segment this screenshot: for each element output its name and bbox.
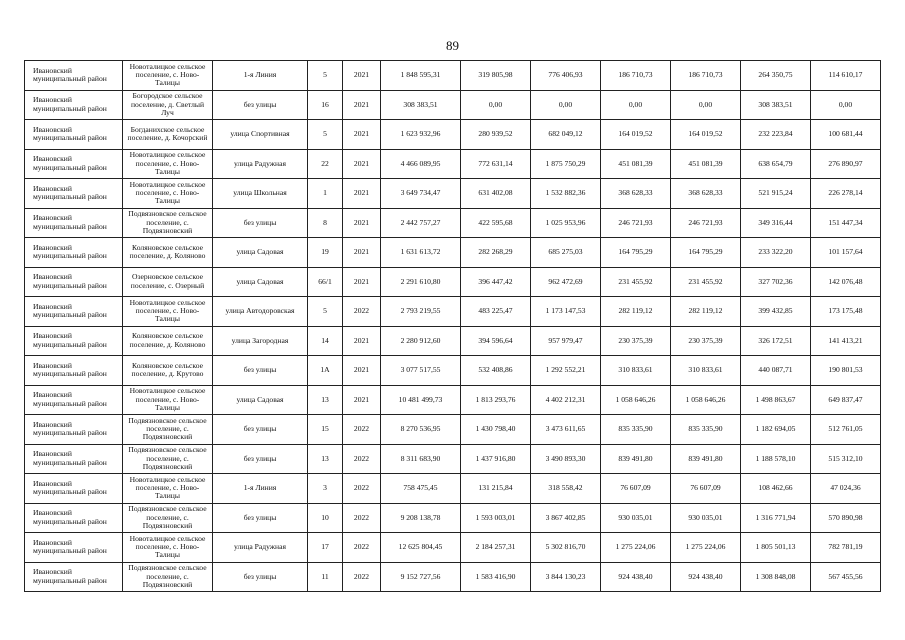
cell-municipal-share: 930 035,01 xyxy=(601,503,671,533)
cell-municipality: Ивановский муниципальный район xyxy=(25,474,123,504)
cell-house-number: 8 xyxy=(308,208,343,238)
cell-total-cost: 1 631 613,72 xyxy=(381,238,461,268)
cell-municipal-share: 231 455,92 xyxy=(601,267,671,297)
cell-total-cost: 4 466 089,95 xyxy=(381,149,461,179)
cell-municipal-share: 164 795,29 xyxy=(601,238,671,268)
cell-municipal-share: 839 491,80 xyxy=(601,444,671,474)
cell-settlement: Подвязновское сельское поселение, с. Подвязновский xyxy=(123,503,213,533)
cell-house-number: 3 xyxy=(308,474,343,504)
cell-col-11: 233 322,20 xyxy=(741,238,811,268)
cell-street: улица Автодоровская xyxy=(213,297,308,327)
table-row xyxy=(25,267,881,297)
cell-regional-share: 0,00 xyxy=(531,90,601,120)
cell-regional-share: 5 302 816,70 xyxy=(531,533,601,563)
table-row xyxy=(25,415,881,445)
cell-owners-share: 1 275 224,06 xyxy=(671,533,741,563)
cell-municipal-share: 282 119,12 xyxy=(601,297,671,327)
cell-municipality: Ивановский муниципальный район xyxy=(25,444,123,474)
cell-municipal-share: 76 607,09 xyxy=(601,474,671,504)
cell-col-12: 649 837,47 xyxy=(811,385,881,415)
cell-street: улица Радужная xyxy=(213,533,308,563)
cell-house-number: 66/1 xyxy=(308,267,343,297)
cell-owners-share: 0,00 xyxy=(671,90,741,120)
cell-regional-share: 1 025 953,96 xyxy=(531,208,601,238)
cell-regional-share: 1 532 882,36 xyxy=(531,179,601,209)
cell-street: улица Загородная xyxy=(213,326,308,356)
cell-regional-share: 3 490 893,30 xyxy=(531,444,601,474)
cell-settlement: Новоталицкое сельское поселение, с. Ново-Талицы xyxy=(123,149,213,179)
cell-owners-share: 230 375,39 xyxy=(671,326,741,356)
cell-owners-share: 282 119,12 xyxy=(671,297,741,327)
table-row xyxy=(25,444,881,474)
cell-total-cost: 12 625 804,45 xyxy=(381,533,461,563)
cell-house-number: 1 xyxy=(308,179,343,209)
cell-street: без улицы xyxy=(213,90,308,120)
cell-fund-share: 532 408,86 xyxy=(461,356,531,386)
cell-municipality: Ивановский муниципальный район xyxy=(25,297,123,327)
cell-municipal-share: 1 058 646,26 xyxy=(601,385,671,415)
cell-street: улица Садовая xyxy=(213,385,308,415)
cell-year: 2022 xyxy=(343,503,381,533)
table-row xyxy=(25,385,881,415)
cell-owners-share: 164 019,52 xyxy=(671,120,741,150)
cell-fund-share: 1 583 416,90 xyxy=(461,562,531,592)
cell-house-number: 5 xyxy=(308,120,343,150)
cell-fund-share: 280 939,52 xyxy=(461,120,531,150)
cell-settlement: Озерновское сельское поселение, с. Озерный xyxy=(123,267,213,297)
cell-owners-share: 1 058 646,26 xyxy=(671,385,741,415)
cell-settlement: Коляновское сельское поселение, д. Коляново xyxy=(123,238,213,268)
cell-total-cost: 10 481 499,73 xyxy=(381,385,461,415)
cell-year: 2021 xyxy=(343,179,381,209)
cell-municipality: Ивановский муниципальный район xyxy=(25,149,123,179)
cell-owners-share: 164 795,29 xyxy=(671,238,741,268)
cell-municipal-share: 451 081,39 xyxy=(601,149,671,179)
cell-street: улица Школьная xyxy=(213,179,308,209)
cell-fund-share: 422 595,68 xyxy=(461,208,531,238)
cell-settlement: Новоталицкое сельское поселение, с. Ново-Талицы xyxy=(123,474,213,504)
cell-year: 2022 xyxy=(343,415,381,445)
cell-fund-share: 394 596,64 xyxy=(461,326,531,356)
cell-col-12: 142 076,48 xyxy=(811,267,881,297)
cell-year: 2021 xyxy=(343,326,381,356)
cell-settlement: Богородское сельское поселение, д. Светлый Луч xyxy=(123,90,213,120)
cell-total-cost: 9 152 727,56 xyxy=(381,562,461,592)
cell-settlement: Новоталицкое сельское поселение, с. Ново-Талицы xyxy=(123,179,213,209)
cell-municipality: Ивановский муниципальный район xyxy=(25,562,123,592)
cell-col-11: 440 087,71 xyxy=(741,356,811,386)
cell-house-number: 11 xyxy=(308,562,343,592)
table-body xyxy=(25,61,881,592)
cell-col-11: 1 316 771,94 xyxy=(741,503,811,533)
cell-regional-share: 1 875 750,29 xyxy=(531,149,601,179)
cell-street: улица Садовая xyxy=(213,238,308,268)
cell-fund-share: 2 184 257,31 xyxy=(461,533,531,563)
cell-year: 2021 xyxy=(343,238,381,268)
cell-municipal-share: 924 438,40 xyxy=(601,562,671,592)
table-row xyxy=(25,356,881,386)
table-row xyxy=(25,297,881,327)
cell-col-12: 0,00 xyxy=(811,90,881,120)
cell-street: улица Садовая xyxy=(213,267,308,297)
cell-municipal-share: 1 275 224,06 xyxy=(601,533,671,563)
cell-col-12: 141 413,21 xyxy=(811,326,881,356)
cell-fund-share: 396 447,42 xyxy=(461,267,531,297)
cell-owners-share: 76 607,09 xyxy=(671,474,741,504)
cell-owners-share: 451 081,39 xyxy=(671,149,741,179)
table-row xyxy=(25,238,881,268)
cell-house-number: 1А xyxy=(308,356,343,386)
cell-fund-share: 772 631,14 xyxy=(461,149,531,179)
cell-regional-share: 962 472,69 xyxy=(531,267,601,297)
cell-regional-share: 1 173 147,53 xyxy=(531,297,601,327)
cell-fund-share: 1 437 916,80 xyxy=(461,444,531,474)
cell-col-12: 190 801,53 xyxy=(811,356,881,386)
cell-col-12: 226 278,14 xyxy=(811,179,881,209)
cell-total-cost: 1 623 932,96 xyxy=(381,120,461,150)
cell-owners-share: 839 491,80 xyxy=(671,444,741,474)
cell-owners-share: 310 833,61 xyxy=(671,356,741,386)
cell-owners-share: 231 455,92 xyxy=(671,267,741,297)
cell-fund-share: 282 268,29 xyxy=(461,238,531,268)
cell-municipality: Ивановский муниципальный район xyxy=(25,179,123,209)
cell-col-11: 326 172,51 xyxy=(741,326,811,356)
table-row xyxy=(25,208,881,238)
cell-street: без улицы xyxy=(213,208,308,238)
table-row xyxy=(25,562,881,592)
cell-house-number: 14 xyxy=(308,326,343,356)
cell-street: улица Спортивная xyxy=(213,120,308,150)
cell-municipality: Ивановский муниципальный район xyxy=(25,90,123,120)
cell-owners-share: 368 628,33 xyxy=(671,179,741,209)
cell-house-number: 16 xyxy=(308,90,343,120)
cell-street: без улицы xyxy=(213,415,308,445)
cell-municipality: Ивановский муниципальный район xyxy=(25,326,123,356)
cell-col-11: 521 915,24 xyxy=(741,179,811,209)
cell-total-cost: 3 077 517,55 xyxy=(381,356,461,386)
cell-municipal-share: 368 628,33 xyxy=(601,179,671,209)
cell-municipality: Ивановский муниципальный район xyxy=(25,415,123,445)
cell-year: 2022 xyxy=(343,297,381,327)
cell-regional-share: 957 979,47 xyxy=(531,326,601,356)
cell-total-cost: 9 208 138,78 xyxy=(381,503,461,533)
cell-municipality: Ивановский муниципальный район xyxy=(25,208,123,238)
cell-col-11: 1 498 863,67 xyxy=(741,385,811,415)
cell-fund-share: 1 593 003,01 xyxy=(461,503,531,533)
cell-street: без улицы xyxy=(213,503,308,533)
housing-program-table xyxy=(24,60,881,592)
cell-col-11: 1 308 848,08 xyxy=(741,562,811,592)
cell-house-number: 17 xyxy=(308,533,343,563)
cell-street: 1-я Линия xyxy=(213,61,308,91)
cell-col-11: 108 462,66 xyxy=(741,474,811,504)
cell-col-12: 100 681,44 xyxy=(811,120,881,150)
cell-municipal-share: 164 019,52 xyxy=(601,120,671,150)
cell-total-cost: 2 291 610,80 xyxy=(381,267,461,297)
cell-fund-share: 631 402,08 xyxy=(461,179,531,209)
cell-owners-share: 246 721,93 xyxy=(671,208,741,238)
cell-total-cost: 8 311 683,90 xyxy=(381,444,461,474)
cell-owners-share: 186 710,73 xyxy=(671,61,741,91)
cell-regional-share: 685 275,03 xyxy=(531,238,601,268)
cell-total-cost: 758 475,45 xyxy=(381,474,461,504)
cell-owners-share: 930 035,01 xyxy=(671,503,741,533)
cell-fund-share: 483 225,47 xyxy=(461,297,531,327)
cell-fund-share: 319 805,98 xyxy=(461,61,531,91)
table-row xyxy=(25,533,881,563)
cell-col-11: 349 316,44 xyxy=(741,208,811,238)
cell-house-number: 5 xyxy=(308,61,343,91)
cell-regional-share: 3 844 130,23 xyxy=(531,562,601,592)
cell-municipal-share: 230 375,39 xyxy=(601,326,671,356)
cell-total-cost: 1 848 595,31 xyxy=(381,61,461,91)
cell-owners-share: 924 438,40 xyxy=(671,562,741,592)
table-row xyxy=(25,149,881,179)
table-row xyxy=(25,503,881,533)
cell-year: 2021 xyxy=(343,385,381,415)
cell-municipal-share: 246 721,93 xyxy=(601,208,671,238)
cell-col-11: 399 432,85 xyxy=(741,297,811,327)
cell-settlement: Коляновское сельское поселение, д. Крутово xyxy=(123,356,213,386)
cell-street: 1-я Линия xyxy=(213,474,308,504)
cell-settlement: Новоталицкое сельское поселение, с. Ново-Талицы xyxy=(123,61,213,91)
cell-year: 2021 xyxy=(343,120,381,150)
cell-col-11: 327 702,36 xyxy=(741,267,811,297)
cell-municipal-share: 0,00 xyxy=(601,90,671,120)
cell-total-cost: 2 280 912,60 xyxy=(381,326,461,356)
cell-col-12: 151 447,34 xyxy=(811,208,881,238)
cell-owners-share: 835 335,90 xyxy=(671,415,741,445)
cell-municipality: Ивановский муниципальный район xyxy=(25,356,123,386)
cell-house-number: 19 xyxy=(308,238,343,268)
cell-street: без улицы xyxy=(213,562,308,592)
cell-col-11: 1 188 578,10 xyxy=(741,444,811,474)
cell-street: без улицы xyxy=(213,356,308,386)
cell-regional-share: 318 558,42 xyxy=(531,474,601,504)
cell-fund-share: 131 215,84 xyxy=(461,474,531,504)
cell-municipality: Ивановский муниципальный район xyxy=(25,385,123,415)
cell-col-12: 47 024,36 xyxy=(811,474,881,504)
cell-house-number: 13 xyxy=(308,444,343,474)
cell-year: 2021 xyxy=(343,149,381,179)
cell-col-11: 1 182 694,05 xyxy=(741,415,811,445)
cell-house-number: 10 xyxy=(308,503,343,533)
table-row xyxy=(25,120,881,150)
cell-col-12: 570 890,98 xyxy=(811,503,881,533)
cell-total-cost: 2 442 757,27 xyxy=(381,208,461,238)
table-row xyxy=(25,61,881,91)
cell-year: 2021 xyxy=(343,61,381,91)
cell-year: 2022 xyxy=(343,533,381,563)
cell-col-11: 264 350,75 xyxy=(741,61,811,91)
table-row xyxy=(25,179,881,209)
cell-col-11: 232 223,84 xyxy=(741,120,811,150)
cell-year: 2022 xyxy=(343,562,381,592)
cell-regional-share: 682 049,12 xyxy=(531,120,601,150)
cell-regional-share: 3 473 611,65 xyxy=(531,415,601,445)
cell-fund-share: 1 813 293,76 xyxy=(461,385,531,415)
cell-col-12: 782 781,19 xyxy=(811,533,881,563)
cell-settlement: Новоталицкое сельское поселение, с. Ново-Талицы xyxy=(123,533,213,563)
cell-municipality: Ивановский муниципальный район xyxy=(25,120,123,150)
cell-street: улица Радужная xyxy=(213,149,308,179)
cell-col-12: 114 610,17 xyxy=(811,61,881,91)
cell-year: 2021 xyxy=(343,208,381,238)
cell-municipal-share: 835 335,90 xyxy=(601,415,671,445)
cell-col-12: 512 761,05 xyxy=(811,415,881,445)
cell-settlement: Новоталицкое сельское поселение, с. Ново-Талицы xyxy=(123,385,213,415)
cell-house-number: 15 xyxy=(308,415,343,445)
cell-regional-share: 3 867 402,85 xyxy=(531,503,601,533)
cell-settlement: Богданихское сельское поселение, д. Кочорский xyxy=(123,120,213,150)
table-row xyxy=(25,474,881,504)
cell-municipality: Ивановский муниципальный район xyxy=(25,503,123,533)
page-number: 89 xyxy=(446,38,459,53)
cell-house-number: 22 xyxy=(308,149,343,179)
cell-col-11: 1 805 501,13 xyxy=(741,533,811,563)
cell-col-12: 567 455,56 xyxy=(811,562,881,592)
table-row xyxy=(25,326,881,356)
cell-house-number: 13 xyxy=(308,385,343,415)
cell-year: 2021 xyxy=(343,90,381,120)
cell-settlement: Подвязновское сельское поселение, с. Подвязновский xyxy=(123,444,213,474)
cell-fund-share: 1 430 798,40 xyxy=(461,415,531,445)
cell-regional-share: 1 292 552,21 xyxy=(531,356,601,386)
cell-municipal-share: 310 833,61 xyxy=(601,356,671,386)
cell-col-12: 173 175,48 xyxy=(811,297,881,327)
cell-total-cost: 308 383,51 xyxy=(381,90,461,120)
cell-municipality: Ивановский муниципальный район xyxy=(25,61,123,91)
cell-settlement: Подвязновское сельское поселение, с. Подвязновский xyxy=(123,415,213,445)
cell-municipality: Ивановский муниципальный район xyxy=(25,533,123,563)
cell-year: 2022 xyxy=(343,444,381,474)
cell-total-cost: 3 649 734,47 xyxy=(381,179,461,209)
cell-total-cost: 2 793 219,55 xyxy=(381,297,461,327)
cell-street: без улицы xyxy=(213,444,308,474)
cell-year: 2022 xyxy=(343,474,381,504)
cell-regional-share: 4 402 212,31 xyxy=(531,385,601,415)
cell-municipality: Ивановский муниципальный район xyxy=(25,267,123,297)
cell-col-12: 101 157,64 xyxy=(811,238,881,268)
cell-total-cost: 8 270 536,95 xyxy=(381,415,461,445)
cell-municipality: Ивановский муниципальный район xyxy=(25,238,123,268)
cell-col-11: 638 654,79 xyxy=(741,149,811,179)
cell-house-number: 5 xyxy=(308,297,343,327)
table-row xyxy=(25,90,881,120)
cell-col-12: 515 312,10 xyxy=(811,444,881,474)
cell-col-11: 308 383,51 xyxy=(741,90,811,120)
cell-year: 2021 xyxy=(343,356,381,386)
cell-col-12: 276 890,97 xyxy=(811,149,881,179)
cell-settlement: Подвязновское сельское поселение, с. Подвязновский xyxy=(123,208,213,238)
cell-year: 2021 xyxy=(343,267,381,297)
cell-municipal-share: 186 710,73 xyxy=(601,61,671,91)
cell-settlement: Новоталицкое сельское поселение, с. Ново-Талицы xyxy=(123,297,213,327)
cell-settlement: Коляновское сельское поселение, д. Коляново xyxy=(123,326,213,356)
cell-fund-share: 0,00 xyxy=(461,90,531,120)
cell-settlement: Подвязновское сельское поселение, с. Подвязновский xyxy=(123,562,213,592)
cell-regional-share: 776 406,93 xyxy=(531,61,601,91)
